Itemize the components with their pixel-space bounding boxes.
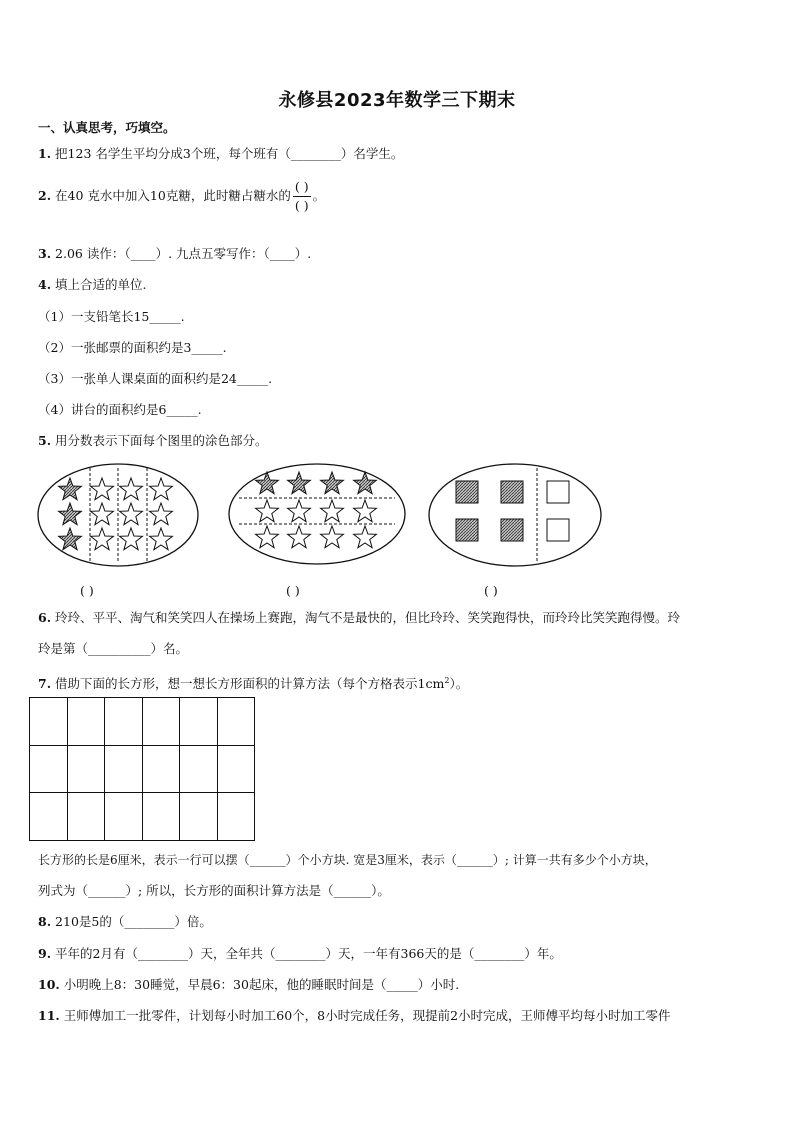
shaded-star [288,472,311,494]
section-heading: 一、认真思考，巧填空。 [38,120,176,135]
star [354,526,377,548]
star [256,526,279,548]
question-number: 3. [38,246,52,261]
star [120,528,143,550]
star [256,500,279,522]
shaded-square [456,481,478,503]
answer-blank-figure-1[interactable]: ( ) [80,583,94,598]
question-text: 把123 名学生平均分成3个班，每个班有（________）名学生。 [55,146,404,161]
grid-cell [30,698,68,746]
question-text: 用分数表示下面每个图里的涂色部分。 [55,433,268,448]
grid-cell [142,793,180,841]
star [150,478,173,500]
figure-squares [427,462,603,568]
shaded-star [321,472,344,494]
rectangle-grid [29,697,255,841]
star [120,478,143,500]
figure-stars-rows [227,462,407,568]
grid-cell [142,745,180,793]
question-9 [38,945,562,963]
question-7-line-1: 长方形的长是6厘米，表示一行可以摆（______）个小方块. 宽是3厘米，表示（______）; 计算一共有多少个小方块， [38,853,657,867]
grid-cell [217,698,255,746]
page-title: 永修县2023年数学三下期末 [278,90,516,111]
star [150,528,173,550]
grid-cell [180,793,218,841]
shaded-square [501,481,523,503]
question-number: 10. [38,977,60,992]
question-10 [38,976,459,994]
question-6 [38,609,680,627]
question-number: 8. [38,914,52,929]
question-4-item: （1）一支铅笔长15_____. [38,309,185,324]
question-text: 玲玲、平平、淘气和笑笑四人在操场上赛跑，淘气不是最快的，但比玲玲、笑笑跑得快，而玲玲比笑笑跑得慢。玲 [55,610,681,625]
question-text-end: ）。 [449,676,469,692]
question-5 [38,432,268,450]
grid-cell [180,698,218,746]
question-number: 1. [38,146,52,161]
fraction-blank[interactable] [293,178,311,215]
star [321,500,344,522]
answer-blank-figure-3[interactable]: ( ) [484,583,498,598]
shaded-square [456,519,478,541]
question-text: 在40 克水中加入10克糖，此时糖占糖水的 [55,188,291,203]
star [321,526,344,548]
question-number: 5. [38,433,52,448]
question-number: 4. [38,277,52,292]
star [91,503,114,525]
question-text: 王师傅加工一批零件，计划每小时加工60个，8小时完成任务，现提前2小时完成，王师傅平均每小时加工零件 [63,1008,671,1023]
shaded-star [59,528,82,550]
question-text: 平年的2月有（________）天，全年共（________）天，一年有366天的是（________）年。 [55,946,562,961]
shaded-star [59,478,82,500]
grid-cell [105,698,143,746]
grid-cell [217,793,255,841]
grid-cell [105,793,143,841]
question-7-line-2: 列式为（______）; 所以，长方形的面积计算方法是（______）。 [38,883,390,898]
question-text: 小明晚上8：30睡觉，早晨6：30起床，他的睡眠时间是（_____）小时. [63,977,460,992]
star [91,478,114,500]
grid-cell [67,698,105,746]
fraction-denominator: ( ) [294,198,309,213]
grid-cell [142,698,180,746]
figure-oval [429,464,601,566]
question-text: 210是5的（________）倍。 [55,914,212,929]
star [150,503,173,525]
question-number: 7. [38,676,52,692]
question-text: 填上合适的单位. [55,277,147,292]
question-3 [38,245,311,263]
question-6-continued: 玲是第（__________）名。 [38,641,189,656]
grid-cell [67,793,105,841]
question-2 [38,178,325,215]
question-4-item: （3）一张单人课桌面的面积约是24_____. [38,371,273,386]
shaded-star [256,472,279,494]
question-text: 借助下面的长方形，想一想长方形面积的计算方法（每个方格表示1cm [55,676,445,692]
shaded-star [59,503,82,525]
question-4-item: （2）一张邮票的面积约是3_____. [38,340,227,355]
star [120,503,143,525]
question-text: 2.06 读作：（____）. 九点五零写作：（____）. [55,246,312,261]
question-number: 9. [38,946,52,961]
grid-cell [30,745,68,793]
question-number: 6. [38,610,52,625]
star [288,500,311,522]
question-11 [38,1007,671,1025]
shaded-square [501,519,523,541]
answer-blank-figure-2[interactable]: ( ) [286,583,300,598]
question-1 [38,145,403,163]
question-8 [38,913,212,931]
question-text-end: 。 [312,188,326,203]
fraction-numerator: ( ) [293,178,311,197]
figure-stars-columns [36,462,200,568]
grid-cell [30,793,68,841]
question-4 [38,276,147,294]
question-number: 2. [38,188,52,203]
grid-cell [180,745,218,793]
question-7 [38,672,468,693]
empty-square [547,519,569,541]
question-4-item: （4）讲台的面积约是6_____. [38,402,202,417]
empty-square [547,481,569,503]
grid-cell [67,745,105,793]
question-number: 11. [38,1008,60,1023]
star [354,500,377,522]
star [91,528,114,550]
figure-oval [229,464,405,564]
grid-cell [105,745,143,793]
grid-cell [217,745,255,793]
superscript: 2 [444,676,450,685]
star [288,526,311,548]
